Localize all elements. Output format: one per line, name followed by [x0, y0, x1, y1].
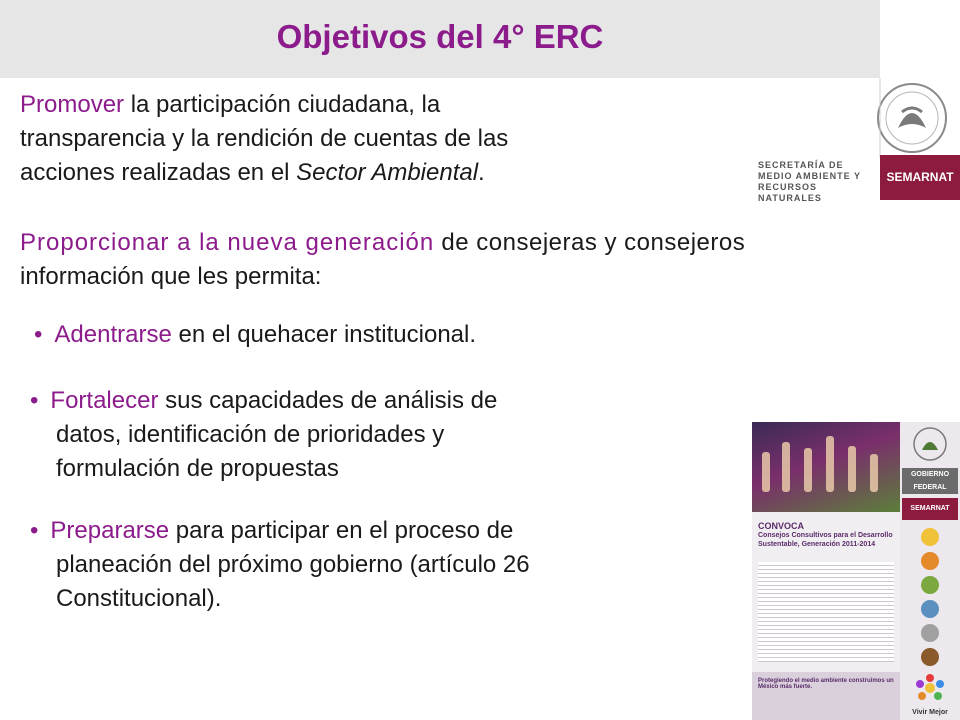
bullet-highlight: Adentrarse [54, 321, 172, 348]
poster-heading [758, 522, 894, 549]
partner-logo-icon [921, 600, 939, 618]
highlight-promover: Promover [20, 91, 125, 118]
p1-line2: transparencia y la rendición de cuentas de las [20, 125, 509, 152]
partner-logo-icon [921, 648, 939, 666]
bullet-highlight: Prepararse [50, 517, 170, 544]
eagle-seal-icon [900, 422, 960, 468]
vivir-mejor-logo [904, 672, 956, 716]
poster-convoca: CONVOCA [758, 521, 805, 531]
partner-logo-icon [921, 552, 939, 570]
sec-line2: MEDIO AMBIENTE Y [758, 171, 862, 181]
slide-title: Objetivos del 4° ERC [276, 18, 604, 55]
poster-photo [752, 422, 900, 512]
bullet-dot-icon: • [30, 387, 39, 414]
bullet-line2: planeación del próximo gobierno (artículo 26 [56, 551, 530, 578]
highlight-proporcionar: Proporcionar a la nueva generación [20, 229, 435, 256]
poster-semarnat-badge: SEMARNAT [902, 498, 958, 520]
bullet-text: en el quehacer institucional. [171, 321, 477, 348]
poster-footer-text: Protegiendo el medio ambiente construimos un México más fuerte. [758, 678, 894, 690]
p1-period: . [478, 159, 485, 186]
poster-footer [752, 672, 900, 720]
semarnat-badge: SEMARNAT [880, 155, 960, 200]
vivir-mejor-text: Vivir Mejor [912, 709, 948, 716]
bullet-item [30, 384, 730, 486]
eagle-seal-icon [752, 78, 960, 158]
vivir-mejor-icon [904, 672, 956, 704]
bullet-text: para participar en el proceso de [169, 517, 514, 544]
bullet-line3: formulación de propuestas [56, 455, 339, 482]
bullet-line2: datos, identificación de prioridades y [56, 421, 445, 448]
sec-line1: SECRETARÍA DE [758, 160, 844, 170]
bullet-highlight: Fortalecer [50, 387, 159, 414]
p1-line3: acciones realizadas en el [20, 159, 297, 186]
raised-hands-icon [752, 422, 900, 512]
bullet-text: sus capacidades de análisis de [158, 387, 498, 414]
objective-paragraph-2 [20, 226, 950, 294]
partner-logo-icon [921, 624, 939, 642]
poster-title: Consejos Consultivos para el Desarrollo Sustentable, Generación 2011-2014 [758, 532, 893, 548]
bullet-dot-icon: • [34, 321, 43, 348]
partner-logo-icon [921, 576, 939, 594]
convocatoria-poster [752, 422, 960, 720]
bullet-line3: Constitucional). [56, 585, 222, 612]
bullet-dot-icon: • [30, 517, 39, 544]
secretaria-text [758, 160, 878, 204]
partner-logo-icon [921, 528, 939, 546]
poster-body-text [758, 562, 894, 662]
p2-line1: de consejeras y consejeros [434, 229, 746, 256]
sec-line3: RECURSOS NATURALES [758, 182, 822, 203]
gobierno-federal-badge: GOBIERNO FEDERAL [902, 468, 958, 494]
p1-italic: Sector Ambiental [296, 159, 479, 186]
p1-line1: la participación ciudadana, la [124, 91, 441, 118]
objective-paragraph-1 [20, 88, 720, 190]
bullet-item [30, 514, 730, 616]
p2-line2: información que les permita: [20, 263, 322, 290]
bullet-item [34, 318, 734, 352]
